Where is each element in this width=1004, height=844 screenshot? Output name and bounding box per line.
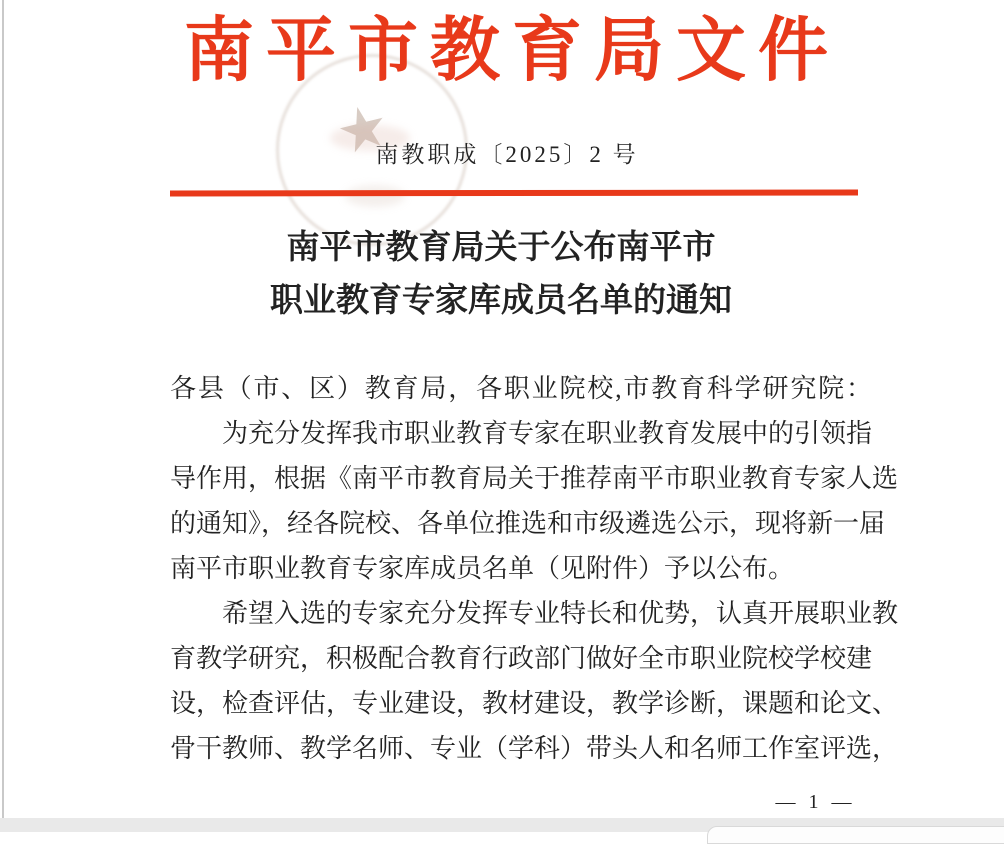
- body-line: 希望入选的专家充分发挥专业特长和优势，认真开展职业教: [170, 591, 872, 636]
- document-body: [170, 366, 872, 771]
- body-line: 南平市职业教育专家库成员名单（见附件）予以公布。: [170, 546, 872, 591]
- red-divider-rule: [170, 190, 858, 197]
- body-line-salutation: 各县（市、区）教育局，各职业院校,市教育科学研究院：: [170, 366, 872, 411]
- page-number: — 1 —: [723, 791, 908, 814]
- body-line: 育教学研究，积极配合教育行政部门做好全市职业院校学校建: [170, 636, 872, 681]
- document-title-line-2: 职业教育专家库成员名单的通知: [150, 275, 852, 328]
- document-letterhead-title: 南平市教育局文件: [155, 0, 857, 95]
- body-line: 骨干教师、教学名师、专业（学科）带头人和名师工作室评选，: [170, 726, 872, 771]
- body-line: 导作用，根据《南平市教育局关于推荐南平市职业教育专家人选: [170, 456, 872, 501]
- page-left-edge: [2, 0, 4, 818]
- viewer-floating-bar[interactable]: [707, 826, 1004, 844]
- body-line: 的通知》，经各院校、各单位推选和市级遴选公示，现将新一届: [170, 501, 872, 546]
- body-line: 设，检查评估，专业建设，教材建设，教学诊断，课题和论文、: [170, 681, 872, 726]
- document-title-line-1: 南平市教育局关于公布南平市: [150, 222, 852, 275]
- document-reference-number: 南教职成〔2025〕2 号: [156, 136, 858, 169]
- body-line: 为充分发挥我市职业教育专家在职业教育发展中的引领指: [170, 411, 872, 456]
- document-title: [150, 222, 852, 328]
